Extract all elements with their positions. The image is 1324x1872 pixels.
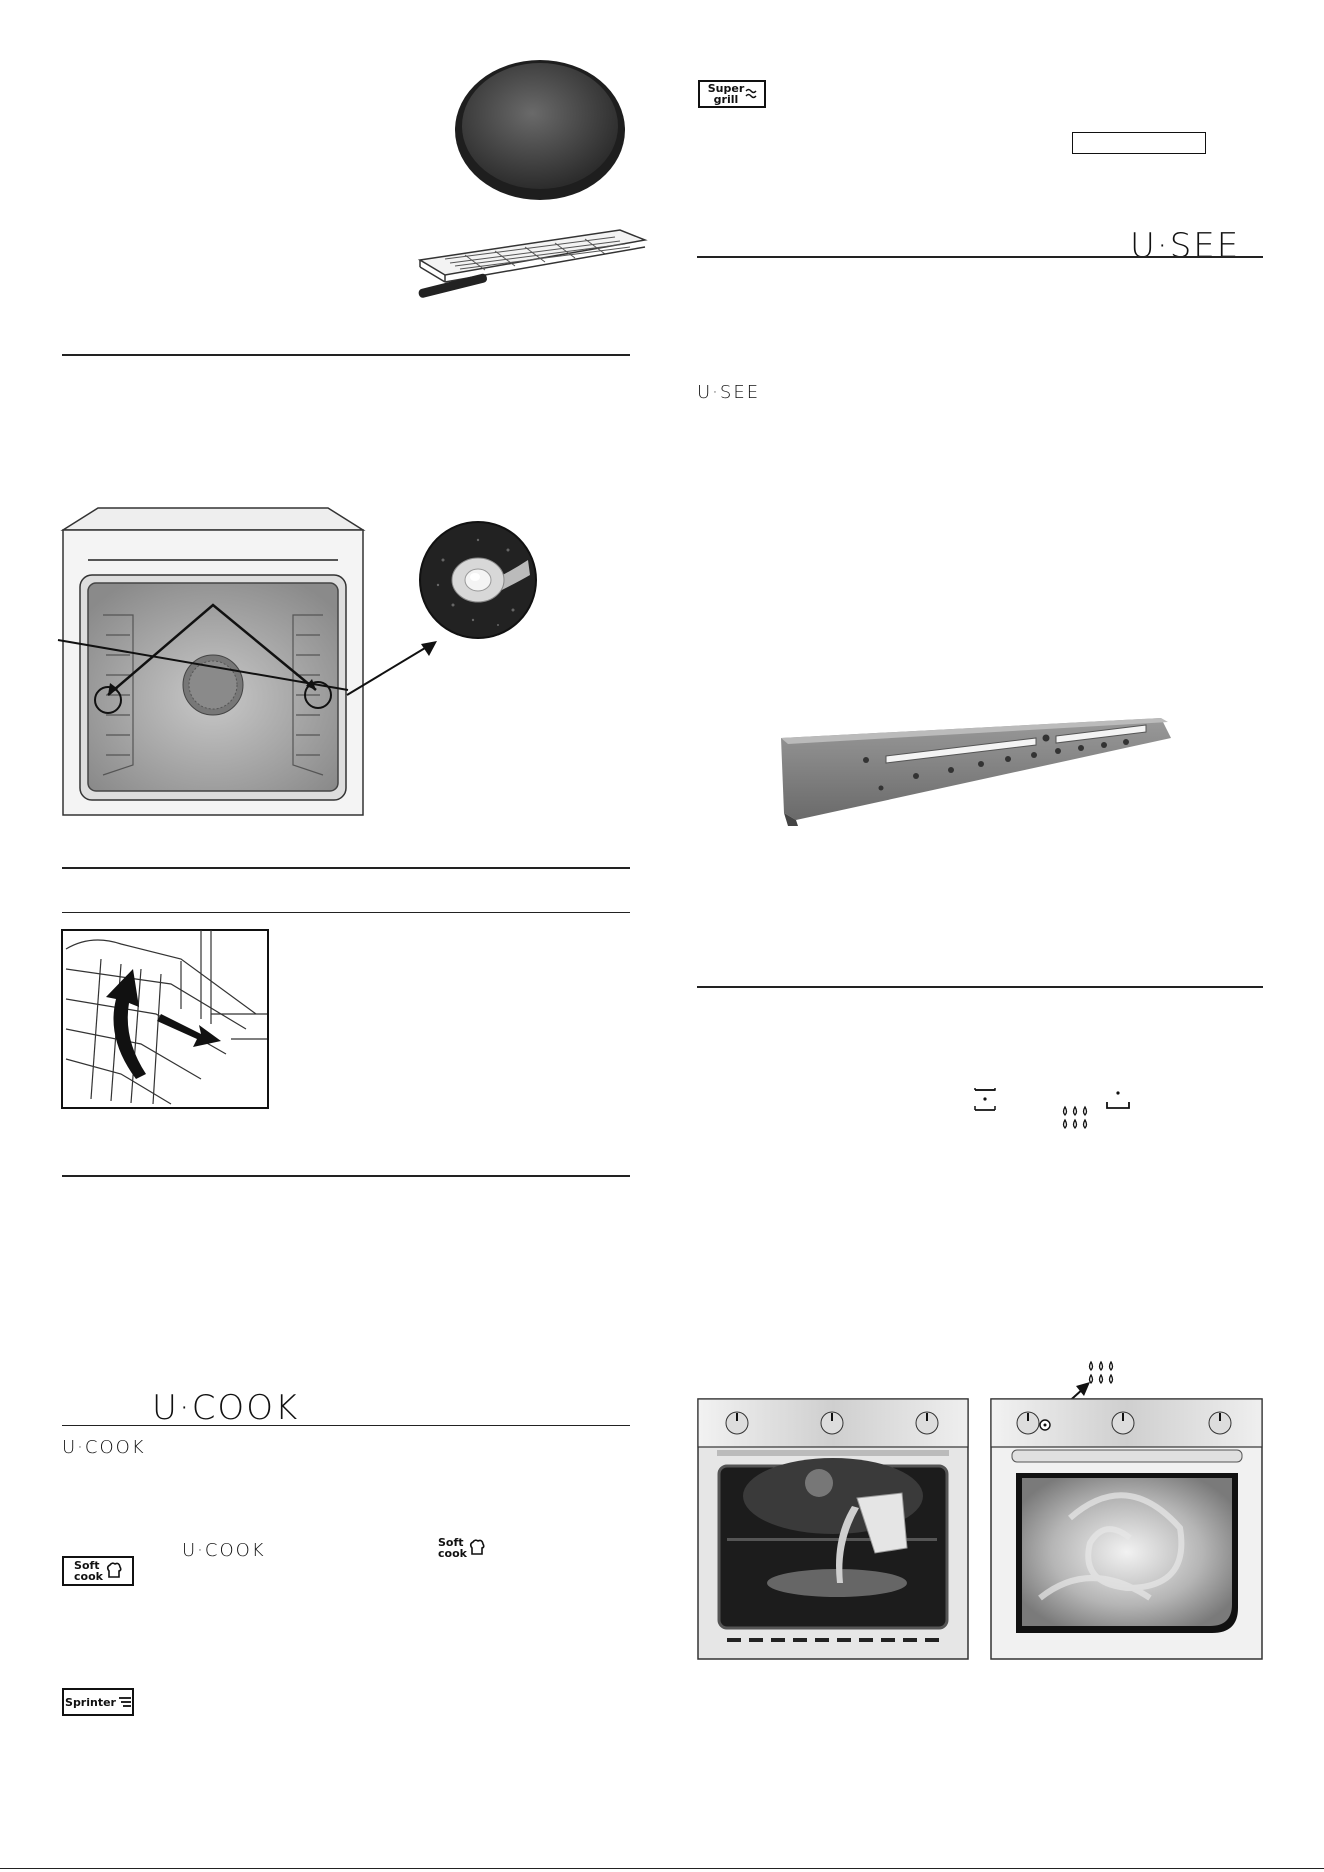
softcook-label-2: cook — [74, 1570, 103, 1583]
softcook-label-1: Soft — [74, 1559, 100, 1572]
sprinter-label: Sprinter — [65, 1695, 116, 1709]
oven-rack-screws-diagram — [58, 505, 368, 817]
speed-lines-icon — [119, 1697, 131, 1707]
oven-water-pouring-image — [697, 1398, 969, 1660]
softcook-badge — [62, 1556, 134, 1586]
bottom-heat-icon — [1105, 1088, 1131, 1112]
supergrill-label-1: Super — [707, 82, 745, 95]
grill-rack-image — [400, 225, 650, 305]
sprinter-badge — [62, 1688, 134, 1716]
section-divider — [62, 354, 630, 356]
chef-hat-icon — [469, 1539, 485, 1557]
softcook-inline-icon — [438, 1537, 485, 1559]
ucook-logo-small: U·COOK — [62, 1437, 146, 1458]
section-divider — [62, 1175, 630, 1177]
supergrill-label-2: grill — [713, 93, 739, 106]
empty-label-box — [1072, 132, 1206, 154]
section-divider — [697, 256, 1263, 258]
softcook-inline-label-1: Soft — [438, 1536, 464, 1549]
page-bottom-rule — [0, 1868, 1324, 1869]
usee-logo-small: U·SEE — [697, 382, 761, 403]
section-divider — [697, 986, 1263, 988]
supergrill-badge — [698, 80, 766, 108]
ucook-logo-inline: U·COOK — [182, 1540, 266, 1561]
usee-logo: U·SEE — [1130, 226, 1241, 266]
steam-deflector-image — [776, 708, 1176, 828]
section-divider — [62, 1425, 630, 1426]
softcook-inline-label-2: cook — [438, 1547, 467, 1560]
rack-removal-diagram — [61, 929, 269, 1109]
pizza-tray-image — [450, 52, 630, 202]
section-divider — [62, 867, 630, 869]
chef-hat-icon — [106, 1562, 122, 1580]
steam-drops-icon — [1060, 1105, 1090, 1131]
ucook-logo: U·COOK — [152, 1388, 300, 1428]
section-divider — [62, 912, 630, 913]
screw-closeup-image — [418, 520, 538, 640]
arrow-to-detail — [345, 640, 445, 710]
top-heat-icon — [973, 1088, 997, 1112]
oven-steam-cleaning-image — [990, 1398, 1263, 1660]
grill-waves-icon — [746, 88, 756, 100]
